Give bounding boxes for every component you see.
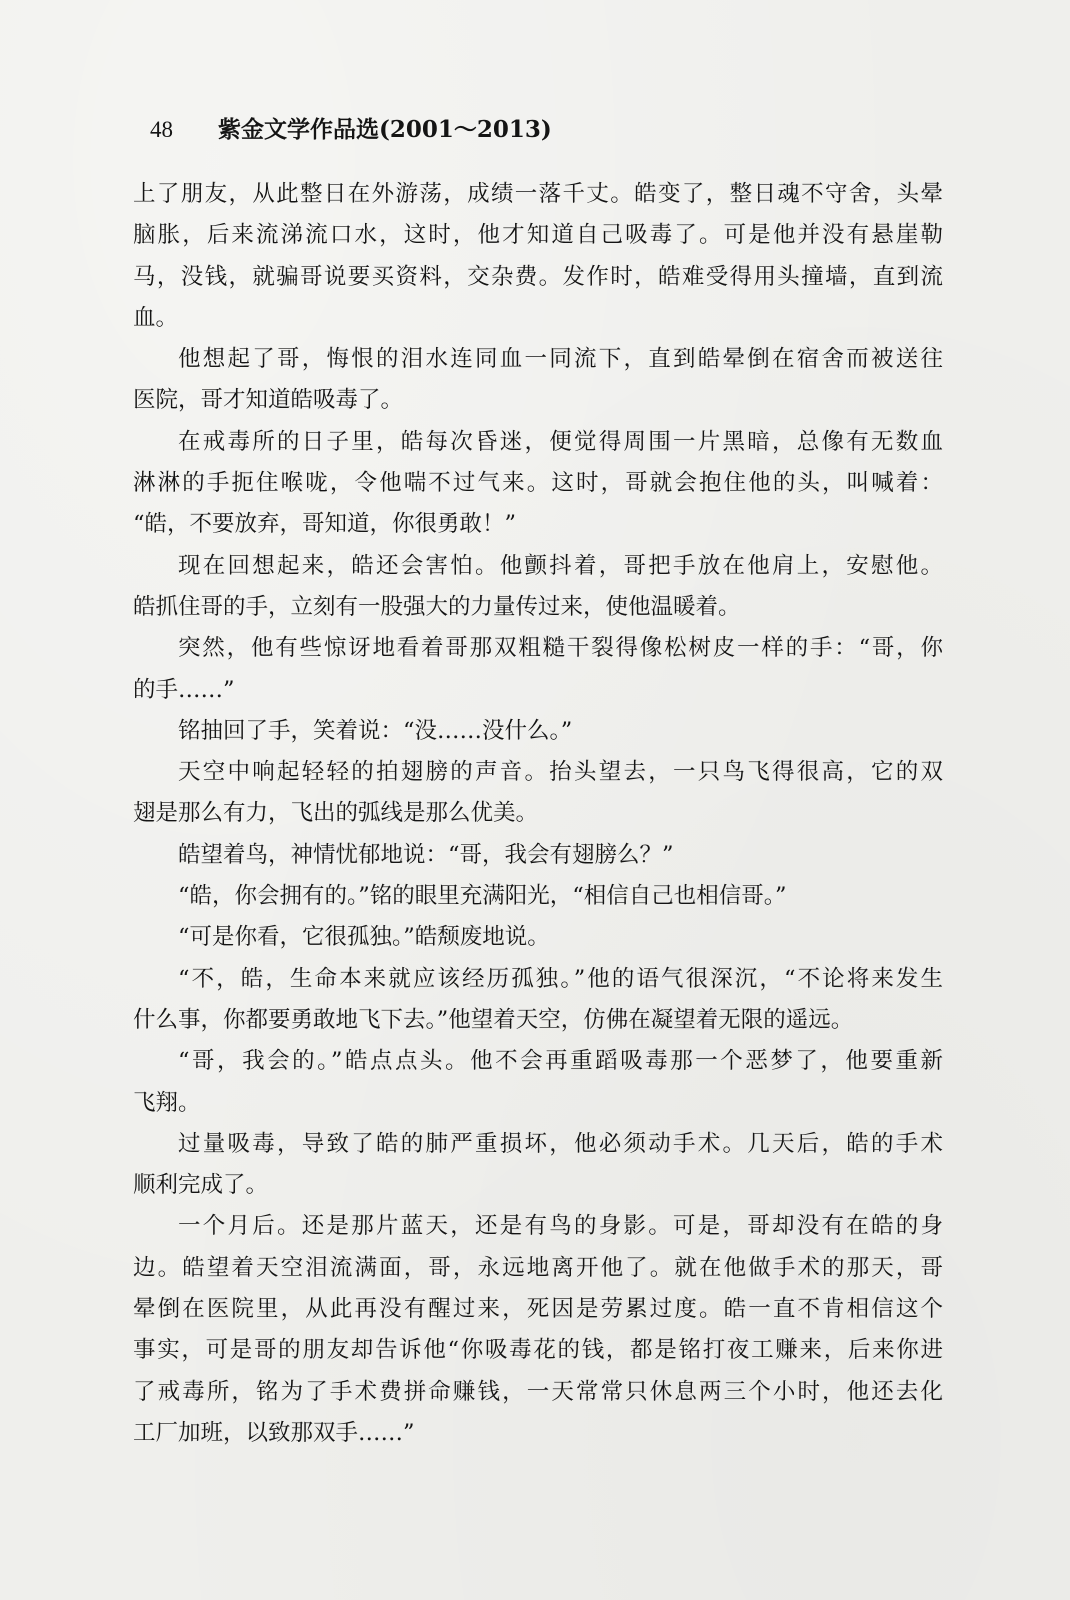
text-line: 医院，哥才知道皓吸毒了。 <box>133 387 404 414</box>
text-line: 天空中响起轻轻的拍翅膀的声音。抬头望去，一只鸟飞得很高，它的双 <box>178 759 943 786</box>
text-line: 飞翔。 <box>133 1089 201 1116</box>
text-line: 铭抽回了手，笑着说：“没……没什么。” <box>178 717 573 744</box>
text-line: 事实，可是哥的朋友却告诉他“你吸毒花的钱，都是铭打夜工赚来，后来你进 <box>133 1337 943 1364</box>
running-header-title: 紫金文学作品选(2001～2013) <box>218 116 552 143</box>
text-line: 血。 <box>133 304 179 331</box>
text-line: 他想起了哥，悔恨的泪水连同血一同流下，直到皓晕倒在宿舍而被送往 <box>178 346 943 373</box>
text-line: 边。皓望着天空泪流满面，哥，永远地离开他了。就在他做手术的那天，哥 <box>133 1254 943 1281</box>
body-text <box>133 174 943 1454</box>
paragraph <box>133 1124 943 1207</box>
text-line: 什么事，你都要勇敢地飞下去。”他望着天空，仿佛在凝望着无限的遥远。 <box>133 1006 854 1033</box>
paragraph <box>133 628 943 711</box>
text-line: 的手……” <box>133 676 235 703</box>
page-number: 48 <box>150 117 173 142</box>
text-line: 淋淋的手扼住喉咙，令他喘不过气来。这时，哥就会抱住他的头，叫喊着： <box>133 470 943 497</box>
text-line: 过量吸毒，导致了皓的肺严重损坏，他必须动手术。几天后，皓的手术 <box>178 1130 943 1157</box>
text-line: 皓望着鸟，神情忧郁地说：“哥，我会有翅膀么？” <box>178 841 674 868</box>
paragraph <box>133 174 943 339</box>
text-line: 翅是那么有力，飞出的弧线是那么优美。 <box>133 800 539 827</box>
text-line: 突然，他有些惊讶地看着哥那双粗糙干裂得像松树皮一样的手：“哥，你 <box>178 635 943 662</box>
paragraph <box>133 546 943 629</box>
text-line: 顺利完成了。 <box>133 1172 269 1199</box>
paragraph <box>133 1041 943 1124</box>
text-line: 皓抓住哥的手，立刻有一股强大的力量传过来，使他温暖着。 <box>133 593 741 620</box>
text-line: “可是你看，它很孤独。”皓颓废地说。 <box>178 924 550 951</box>
text-line: “皓，不要放弃，哥知道，你很勇敢！” <box>133 511 517 538</box>
text-line: 工厂加班，以致那双手……” <box>133 1419 415 1446</box>
paragraph <box>133 959 943 1042</box>
paragraph <box>133 422 943 546</box>
text-line: 现在回想起来，皓还会害怕。他颤抖着，哥把手放在他肩上，安慰他。 <box>178 552 943 579</box>
text-line: 一个月后。还是那片蓝天，还是有鸟的身影。可是，哥却没有在皓的身 <box>178 1213 943 1240</box>
paragraph <box>133 1206 943 1454</box>
paragraph <box>133 917 943 958</box>
text-line: 在戒毒所的日子里，皓每次昏迷，便觉得周围一片黑暗，总像有无数血 <box>178 428 943 455</box>
paragraph <box>133 711 943 752</box>
text-line: “皓，你会拥有的。”铭的眼里充满阳光，“相信自己也相信哥。” <box>178 883 787 910</box>
text-line: 上了朋友，从此整日在外游荡，成绩一落千丈。皓变了，整日魂不守舍，头晕 <box>133 181 943 207</box>
text-line: 脑胀，后来流涕流口水，这时，他才知道自己吸毒了。可是他并没有悬崖勒 <box>133 222 943 249</box>
text-line: “不，皓，生命本来就应该经历孤独。”他的语气很深沉，“不论将来发生 <box>178 965 943 992</box>
text-line: 了戒毒所，铭为了手术费拼命赚钱，一天常常只休息两三个小时，他还去化 <box>133 1378 943 1405</box>
paragraph <box>133 876 943 917</box>
text-line: 马，没钱，就骗哥说要买资料，交杂费。发作时，皓难受得用头撞墙，直到流 <box>133 263 943 290</box>
paragraph <box>133 339 943 422</box>
text-line: 晕倒在医院里，从此再没有醒过来，死因是劳累过度。皓一直不肯相信这个 <box>133 1296 943 1323</box>
text-line: “哥，我会的。”皓点点头。他不会再重蹈吸毒那一个恶梦了，他要重新 <box>178 1048 943 1075</box>
paragraph <box>133 752 943 835</box>
paragraph <box>133 835 943 876</box>
